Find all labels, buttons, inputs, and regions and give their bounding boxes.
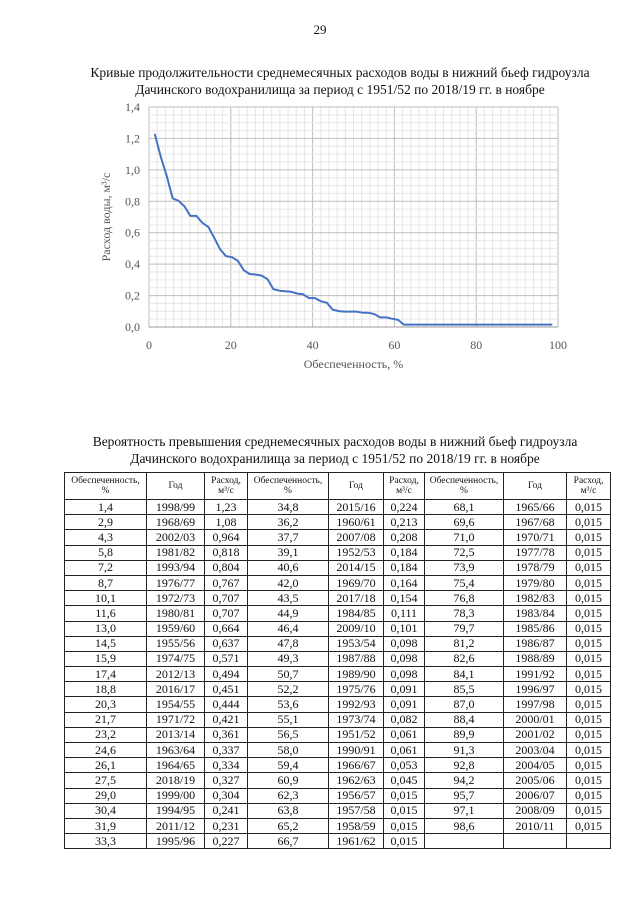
- y-tick-label: 0,8: [125, 194, 140, 209]
- table-cell: 0,494: [205, 667, 248, 682]
- header-year: Год: [147, 473, 205, 500]
- table-row: [65, 788, 611, 803]
- exceedance-probability-table: [64, 472, 611, 849]
- table-cell: 1983/84: [504, 606, 567, 621]
- table-cell: 39,1: [248, 545, 329, 560]
- table-cell: 0,015: [567, 758, 611, 773]
- table-cell: 58,0: [248, 743, 329, 758]
- table-cell: 1999/00: [147, 788, 205, 803]
- table-cell: 2009/10: [329, 621, 384, 636]
- table-cell: 1991/92: [504, 667, 567, 682]
- table-cell: 1993/94: [147, 560, 205, 575]
- table-cell: 91,3: [425, 743, 504, 758]
- table-cell: 0,015: [384, 803, 425, 818]
- table-cell: 0,964: [205, 530, 248, 545]
- table-cell: 44,9: [248, 606, 329, 621]
- table-cell: 8,7: [65, 575, 147, 590]
- x-tick-label: 40: [306, 338, 319, 352]
- table-title-line-1: Вероятность превышения среднемесячных расходов воды в нижний бьеф гидроузла: [92, 434, 578, 449]
- table-cell: 2011/12: [147, 818, 205, 833]
- table-cell: 24,6: [65, 743, 147, 758]
- table-row: [65, 515, 611, 530]
- y-tick-label: 1,4: [125, 100, 140, 114]
- table-cell: 56,5: [248, 727, 329, 742]
- table-cell: 0,767: [205, 575, 248, 590]
- table-cell: 1989/90: [329, 667, 384, 682]
- table-row: [65, 682, 611, 697]
- x-tick-label: 20: [224, 338, 237, 352]
- header-flow: Расход, м³/с: [567, 473, 611, 500]
- table-cell: 1956/57: [329, 788, 384, 803]
- y-tick-label: 1,0: [125, 162, 140, 177]
- table-cell: 0,327: [205, 773, 248, 788]
- table-cell: 89,9: [425, 727, 504, 742]
- table-row: [65, 575, 611, 590]
- table-cell: 40,6: [248, 560, 329, 575]
- table-cell: 0,015: [567, 682, 611, 697]
- table-cell: 27,5: [65, 773, 147, 788]
- table-cell: 29,0: [65, 788, 147, 803]
- table-cell: 0,804: [205, 560, 248, 575]
- table-cell: 0,015: [384, 818, 425, 833]
- x-tick-label: 60: [388, 338, 401, 352]
- table-cell: 88,4: [425, 712, 504, 727]
- table-cell: 1986/87: [504, 636, 567, 651]
- table-cell: 2010/11: [504, 818, 567, 833]
- table-cell: 47,8: [248, 636, 329, 651]
- table-cell: 79,7: [425, 621, 504, 636]
- table-row: [65, 803, 611, 818]
- table-row: [65, 712, 611, 727]
- chart-title-line-2: Дачинского водохранилища за период с 1951/52 по 2018/19 гг. в ноябре: [135, 82, 545, 97]
- table-cell: 0,015: [567, 560, 611, 575]
- y-axis-label: Расход воды, м³/с: [99, 172, 113, 262]
- table-cell: 0,664: [205, 621, 248, 636]
- table-cell: 10,1: [65, 591, 147, 606]
- table-cell: 1971/72: [147, 712, 205, 727]
- table-cell: 97,1: [425, 803, 504, 818]
- table-cell: 53,6: [248, 697, 329, 712]
- table-cell: 2000/01: [504, 712, 567, 727]
- table-row: [65, 667, 611, 682]
- table-cell: 1981/82: [147, 545, 205, 560]
- table-cell: 1979/80: [504, 575, 567, 590]
- chart-grid: [149, 107, 558, 327]
- table-row: [65, 773, 611, 788]
- table-cell: 0,818: [205, 545, 248, 560]
- header-year: Год: [329, 473, 384, 500]
- table-cell: 18,8: [65, 682, 147, 697]
- table-cell: 1976/77: [147, 575, 205, 590]
- table-cell: 0,015: [567, 515, 611, 530]
- table-row: [65, 621, 611, 636]
- table-cell: 0,015: [567, 636, 611, 651]
- table-cell: 1997/98: [504, 697, 567, 712]
- table-cell: 1963/64: [147, 743, 205, 758]
- table-cell: 1985/86: [504, 621, 567, 636]
- y-tick-label: 0,4: [125, 257, 140, 272]
- table-cell: 31,9: [65, 818, 147, 833]
- table-cell: 60,9: [248, 773, 329, 788]
- table-cell: 37,7: [248, 530, 329, 545]
- table-cell: 0,015: [567, 545, 611, 560]
- table-cell: 62,3: [248, 788, 329, 803]
- table-cell: 0,571: [205, 651, 248, 666]
- table-cell: 2004/05: [504, 758, 567, 773]
- table-cell: [504, 834, 567, 849]
- table-cell: 0,444: [205, 697, 248, 712]
- table-cell: 49,3: [248, 651, 329, 666]
- table-cell: 1967/68: [504, 515, 567, 530]
- table-cell: 1975/76: [329, 682, 384, 697]
- y-tick-label: 0,2: [125, 288, 140, 303]
- table-cell: 78,3: [425, 606, 504, 621]
- table-cell: 23,2: [65, 727, 147, 742]
- table-cell: 2015/16: [329, 500, 384, 515]
- table-cell: 95,7: [425, 788, 504, 803]
- table-cell: 2006/07: [504, 788, 567, 803]
- table-cell: 1970/71: [504, 530, 567, 545]
- table-cell: 43,5: [248, 591, 329, 606]
- table-cell: 7,2: [65, 560, 147, 575]
- x-axis-label: Обеспеченность, %: [303, 357, 404, 371]
- table-row: [65, 758, 611, 773]
- table-cell: 2008/09: [504, 803, 567, 818]
- page-number: 29: [313, 22, 327, 37]
- table-cell: 1982/83: [504, 591, 567, 606]
- table-cell: 0,421: [205, 712, 248, 727]
- table-cell: 1,08: [205, 515, 248, 530]
- table-cell: 0,015: [567, 727, 611, 742]
- table-cell: 0,101: [384, 621, 425, 636]
- table-cell: 0,015: [567, 591, 611, 606]
- table-cell: 2018/19: [147, 773, 205, 788]
- table-cell: 21,7: [65, 712, 147, 727]
- table-cell: 87,0: [425, 697, 504, 712]
- table-cell: 75,4: [425, 575, 504, 590]
- table-cell: 1998/99: [147, 500, 205, 515]
- table-row: [65, 697, 611, 712]
- table-cell: 0,637: [205, 636, 248, 651]
- table-row: [65, 834, 611, 849]
- table-cell: 0,164: [384, 575, 425, 590]
- table-cell: 0,015: [567, 621, 611, 636]
- table-cell: 13,0: [65, 621, 147, 636]
- table-cell: 30,4: [65, 803, 147, 818]
- table-cell: 2002/03: [147, 530, 205, 545]
- table-cell: 14,5: [65, 636, 147, 651]
- table-cell: 0,015: [567, 803, 611, 818]
- table-cell: 0,098: [384, 651, 425, 666]
- table-row: [65, 818, 611, 833]
- table-cell: 0,082: [384, 712, 425, 727]
- table-cell: 1961/62: [329, 834, 384, 849]
- table-cell: 1978/79: [504, 560, 567, 575]
- table-cell: 0,098: [384, 636, 425, 651]
- table-cell: 0,184: [384, 560, 425, 575]
- header-flow: Расход, м³/с: [205, 473, 248, 500]
- table-cell: 0,154: [384, 591, 425, 606]
- table-row: [65, 500, 611, 515]
- table-cell: 5,8: [65, 545, 147, 560]
- table-cell: 1994/95: [147, 803, 205, 818]
- table-cell: 85,5: [425, 682, 504, 697]
- header-flow: Расход, м³/с: [384, 473, 425, 500]
- table-cell: 1973/74: [329, 712, 384, 727]
- table-cell: 1964/65: [147, 758, 205, 773]
- table-cell: 0,707: [205, 606, 248, 621]
- table-cell: 1952/53: [329, 545, 384, 560]
- table-row: [65, 545, 611, 560]
- table-cell: 55,1: [248, 712, 329, 727]
- table-cell: 1962/63: [329, 773, 384, 788]
- table-cell: 0,098: [384, 667, 425, 682]
- table-cell: 1977/78: [504, 545, 567, 560]
- table-row: [65, 606, 611, 621]
- table-cell: 1968/69: [147, 515, 205, 530]
- table-cell: 0,015: [567, 712, 611, 727]
- table-cell: 1959/60: [147, 621, 205, 636]
- chart-title-line-1: Кривые продолжительности среднемесячных расходов воды в нижний бьеф гидроузла: [90, 65, 590, 80]
- table-cell: 98,6: [425, 818, 504, 833]
- table-row: [65, 636, 611, 651]
- table-cell: 72,5: [425, 545, 504, 560]
- table-cell: 69,6: [425, 515, 504, 530]
- table-cell: 0,045: [384, 773, 425, 788]
- table-cell: 0,231: [205, 818, 248, 833]
- table-cell: 46,4: [248, 621, 329, 636]
- table-cell: 34,8: [248, 500, 329, 515]
- table-cell: 1,23: [205, 500, 248, 515]
- table-cell: 0,015: [567, 575, 611, 590]
- table-cell: 26,1: [65, 758, 147, 773]
- table-cell: 0,091: [384, 682, 425, 697]
- table-cell: 0,061: [384, 727, 425, 742]
- x-tick-label: 100: [549, 338, 567, 352]
- table-cell: 1953/54: [329, 636, 384, 651]
- duration-curve-chart: [0, 0, 640, 380]
- table-cell: 66,7: [248, 834, 329, 849]
- table-cell: 0,227: [205, 834, 248, 849]
- header-year: Год: [504, 473, 567, 500]
- table-cell: 1992/93: [329, 697, 384, 712]
- table-cell: 0,334: [205, 758, 248, 773]
- table-cell: 2012/13: [147, 667, 205, 682]
- table-row: [65, 591, 611, 606]
- table-row: [65, 743, 611, 758]
- table-row: [65, 727, 611, 742]
- table-cell: 11,6: [65, 606, 147, 621]
- table-cell: 1960/61: [329, 515, 384, 530]
- table-cell: 2003/04: [504, 743, 567, 758]
- table-cell: 0,208: [384, 530, 425, 545]
- table-cell: 0,451: [205, 682, 248, 697]
- table-cell: 1974/75: [147, 651, 205, 666]
- table-cell: 2016/17: [147, 682, 205, 697]
- table-cell: 0,224: [384, 500, 425, 515]
- table-cell: [425, 834, 504, 849]
- table-cell: 0,015: [567, 500, 611, 515]
- table-cell: 59,4: [248, 758, 329, 773]
- header-probability: Обеспеченность, %: [65, 473, 147, 500]
- table-row: [65, 530, 611, 545]
- table-cell: [567, 834, 611, 849]
- table-cell: 73,9: [425, 560, 504, 575]
- table-cell: 2,9: [65, 515, 147, 530]
- table-title: [40, 433, 630, 467]
- table-cell: 2014/15: [329, 560, 384, 575]
- table-row: [65, 651, 611, 666]
- table-cell: 82,6: [425, 651, 504, 666]
- table-cell: 0,015: [567, 788, 611, 803]
- table-cell: 2005/06: [504, 773, 567, 788]
- table-cell: 42,0: [248, 575, 329, 590]
- table-cell: 1972/73: [147, 591, 205, 606]
- table-cell: 0,015: [567, 651, 611, 666]
- table-cell: 1988/89: [504, 651, 567, 666]
- table-cell: 15,9: [65, 651, 147, 666]
- table-cell: 63,8: [248, 803, 329, 818]
- table-cell: 84,1: [425, 667, 504, 682]
- table-cell: 0,015: [567, 606, 611, 621]
- y-tick-label: 0,6: [125, 225, 140, 240]
- table-cell: 71,0: [425, 530, 504, 545]
- table-cell: 1955/56: [147, 636, 205, 651]
- table-cell: 0,061: [384, 743, 425, 758]
- table-cell: 52,2: [248, 682, 329, 697]
- table-cell: 1957/58: [329, 803, 384, 818]
- y-tick-label: 1,2: [125, 131, 140, 146]
- table-cell: 2001/02: [504, 727, 567, 742]
- table-cell: 68,1: [425, 500, 504, 515]
- x-tick-label: 80: [470, 338, 483, 352]
- table-cell: 0,053: [384, 758, 425, 773]
- table-cell: 0,015: [567, 818, 611, 833]
- table-cell: 0,337: [205, 743, 248, 758]
- table-cell: 1995/96: [147, 834, 205, 849]
- table-cell: 17,4: [65, 667, 147, 682]
- table-cell: 0,015: [567, 773, 611, 788]
- table-cell: 0,015: [384, 788, 425, 803]
- table-cell: 2017/18: [329, 591, 384, 606]
- header-probability: Обеспеченность, %: [425, 473, 504, 500]
- table-title-line-2: Дачинского водохранилища за период с 1951/52 по 2018/19 гг. в ноябре: [130, 451, 540, 466]
- table-header-row: [65, 473, 611, 500]
- y-tick-label: 0,0: [125, 320, 140, 334]
- table-cell: 1954/55: [147, 697, 205, 712]
- table-cell: 0,015: [567, 667, 611, 682]
- table-cell: 1980/81: [147, 606, 205, 621]
- table-cell: 81,2: [425, 636, 504, 651]
- table-cell: 94,2: [425, 773, 504, 788]
- table-cell: 1984/85: [329, 606, 384, 621]
- table-cell: 33,3: [65, 834, 147, 849]
- table-cell: 1987/88: [329, 651, 384, 666]
- table-cell: 1965/66: [504, 500, 567, 515]
- table-cell: 0,184: [384, 545, 425, 560]
- table-cell: 1951/52: [329, 727, 384, 742]
- table-cell: 0,213: [384, 515, 425, 530]
- table-cell: 0,015: [567, 743, 611, 758]
- table-cell: 20,3: [65, 697, 147, 712]
- table-cell: 36,2: [248, 515, 329, 530]
- table-cell: 1990/91: [329, 743, 384, 758]
- table-cell: 0,304: [205, 788, 248, 803]
- table-cell: 92,8: [425, 758, 504, 773]
- table-cell: 2013/14: [147, 727, 205, 742]
- table-cell: 0,015: [384, 834, 425, 849]
- x-tick-label: 0: [146, 338, 152, 352]
- table-cell: 1969/70: [329, 575, 384, 590]
- table-cell: 0,015: [567, 530, 611, 545]
- table-cell: 1958/59: [329, 818, 384, 833]
- table-row: [65, 560, 611, 575]
- table-cell: 4,3: [65, 530, 147, 545]
- table-cell: 0,707: [205, 591, 248, 606]
- table-cell: 0,015: [567, 697, 611, 712]
- table-cell: 1996/97: [504, 682, 567, 697]
- table-cell: 65,2: [248, 818, 329, 833]
- table-cell: 0,111: [384, 606, 425, 621]
- table-cell: 0,361: [205, 727, 248, 742]
- table-cell: 1966/67: [329, 758, 384, 773]
- table-cell: 1,4: [65, 500, 147, 515]
- table-cell: 50,7: [248, 667, 329, 682]
- header-probability: Обеспеченность, %: [248, 473, 329, 500]
- table-cell: 0,241: [205, 803, 248, 818]
- table-cell: 76,8: [425, 591, 504, 606]
- table-cell: 0,091: [384, 697, 425, 712]
- table-cell: 2007/08: [329, 530, 384, 545]
